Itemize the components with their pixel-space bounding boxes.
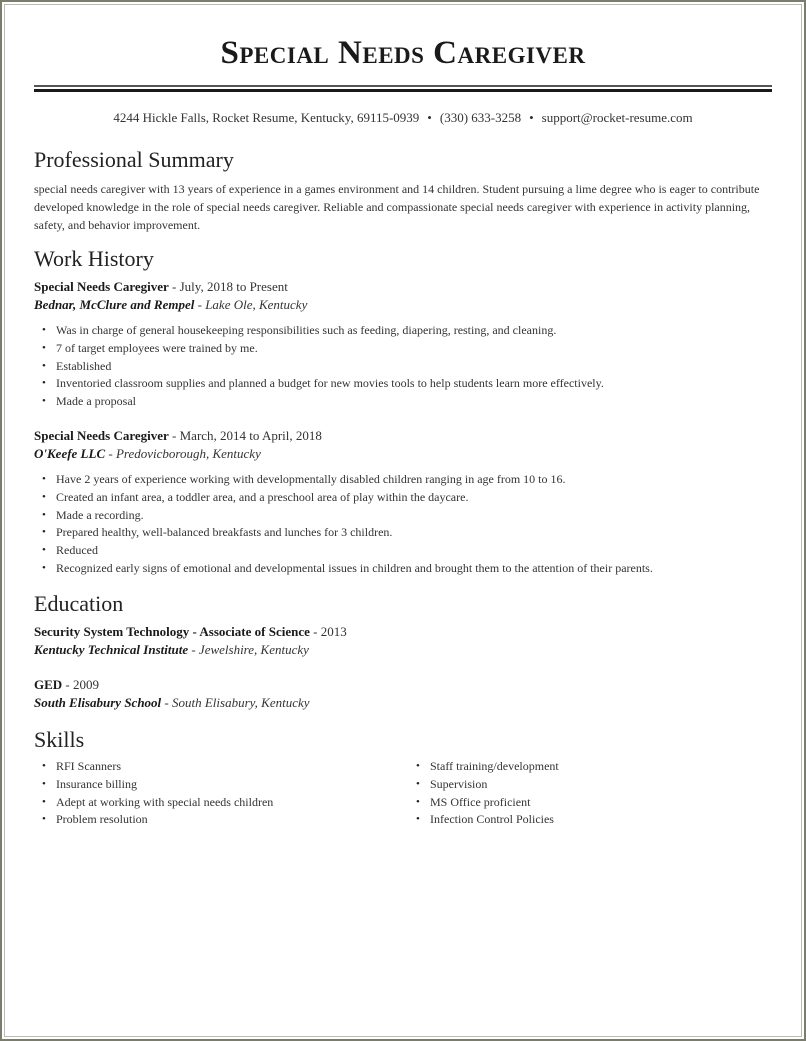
list-item: • Reduced bbox=[56, 542, 653, 560]
education-school-line bbox=[34, 694, 310, 712]
list-item: • 7 of target employees were trained by me. bbox=[56, 340, 604, 358]
list-item: • Recognized early signs of emotional and developmental issues in children and brought them to the attention of their parents. bbox=[56, 560, 653, 578]
job-role: Special Needs Caregiver bbox=[34, 428, 169, 443]
list-item: • Prepared healthy, well-balanced breakfasts and lunches for 3 children. bbox=[56, 524, 653, 542]
section-title-work: Work History bbox=[34, 246, 154, 271]
education-school-line bbox=[34, 641, 309, 659]
section-title-summary: Professional Summary bbox=[34, 147, 234, 172]
education-year: - 2013 bbox=[309, 624, 347, 639]
job-company: Bednar, McClure and Rempel bbox=[34, 297, 195, 312]
list-item: • Inventoried classroom supplies and planned a budget for new movies tools to help students learn more effectively. bbox=[56, 375, 604, 393]
education-school: South Elisabury School bbox=[34, 695, 162, 710]
skill-item: • Adept at working with special needs children bbox=[56, 794, 426, 812]
header-rule-thin bbox=[34, 85, 772, 87]
list-item: • Established bbox=[56, 358, 604, 376]
job-company: O'Keefe LLC bbox=[34, 446, 106, 461]
skill-item: • MS Office proficient bbox=[430, 794, 800, 812]
job-location: - Predovicborough, Kentucky bbox=[105, 446, 261, 461]
job-company-line bbox=[34, 445, 261, 463]
skill-item: • RFI Scanners bbox=[56, 758, 426, 776]
job-bullets bbox=[34, 471, 653, 578]
skills-list-left bbox=[34, 758, 426, 829]
education-degree-line bbox=[34, 676, 99, 694]
skill-item: • Insurance billing bbox=[56, 776, 426, 794]
resume-name: Special Needs Caregiver bbox=[220, 35, 586, 71]
education-degree: Security System Technology - Associate of Science bbox=[34, 624, 310, 639]
education-school: Kentucky Technical Institute bbox=[34, 642, 189, 657]
education-year: - 2009 bbox=[62, 677, 100, 692]
summary-text: special needs caregiver with 13 years of experience in a games environment and 14 children. Student pursuing a lime degree who is eager to contribute developed knowledge in the role of special needs caregiver. Reliable and compassionate special needs caregiver with experience in activity planning, safety, and behavior improvement. bbox=[34, 182, 760, 232]
education-degree-line bbox=[34, 623, 347, 641]
skill-item: • Infection Control Policies bbox=[430, 811, 800, 829]
job-title-line bbox=[34, 278, 288, 296]
education-location: - South Elisabury, Kentucky bbox=[161, 695, 310, 710]
contact-separator: • bbox=[529, 110, 534, 125]
header-rule-thick bbox=[34, 89, 772, 92]
skill-item: • Supervision bbox=[430, 776, 800, 794]
list-item: • Made a recording. bbox=[56, 507, 653, 525]
list-item: • Have 2 years of experience working with developmentally disabled children ranging in age from 10 to 16. bbox=[56, 471, 653, 489]
contact-separator: • bbox=[427, 110, 432, 125]
skill-item: • Staff training/development bbox=[430, 758, 800, 776]
education-degree: GED bbox=[34, 677, 63, 692]
job-role: Special Needs Caregiver bbox=[34, 279, 169, 294]
job-dates: - March, 2014 to April, 2018 bbox=[168, 428, 322, 443]
job-location: - Lake Ole, Kentucky bbox=[194, 297, 308, 312]
contact-email[interactable]: support@rocket-resume.com bbox=[541, 110, 693, 125]
education-location: - Jewelshire, Kentucky bbox=[188, 642, 309, 657]
skill-item: • Problem resolution bbox=[56, 811, 426, 829]
job-bullets bbox=[34, 322, 604, 411]
list-item: • Created an infant area, a toddler area, and a preschool area of play within the daycare. bbox=[56, 489, 653, 507]
contact-phone: (330) 633-3258 bbox=[439, 110, 522, 125]
skills-list-right bbox=[408, 758, 800, 829]
list-item: • Made a proposal bbox=[56, 393, 604, 411]
section-title-skills: Skills bbox=[34, 727, 85, 752]
job-title-line bbox=[34, 427, 322, 445]
job-dates: - July, 2018 to Present bbox=[168, 279, 288, 294]
list-item: • Was in charge of general housekeeping responsibilities such as feeding, diapering, resting, and cleaning. bbox=[56, 322, 604, 340]
section-title-education: Education bbox=[34, 591, 124, 616]
job-company-line bbox=[34, 296, 307, 314]
contact-line bbox=[34, 109, 772, 126]
contact-address: 4244 Hickle Falls, Rocket Resume, Kentucky, 69115-0939 bbox=[113, 110, 420, 125]
